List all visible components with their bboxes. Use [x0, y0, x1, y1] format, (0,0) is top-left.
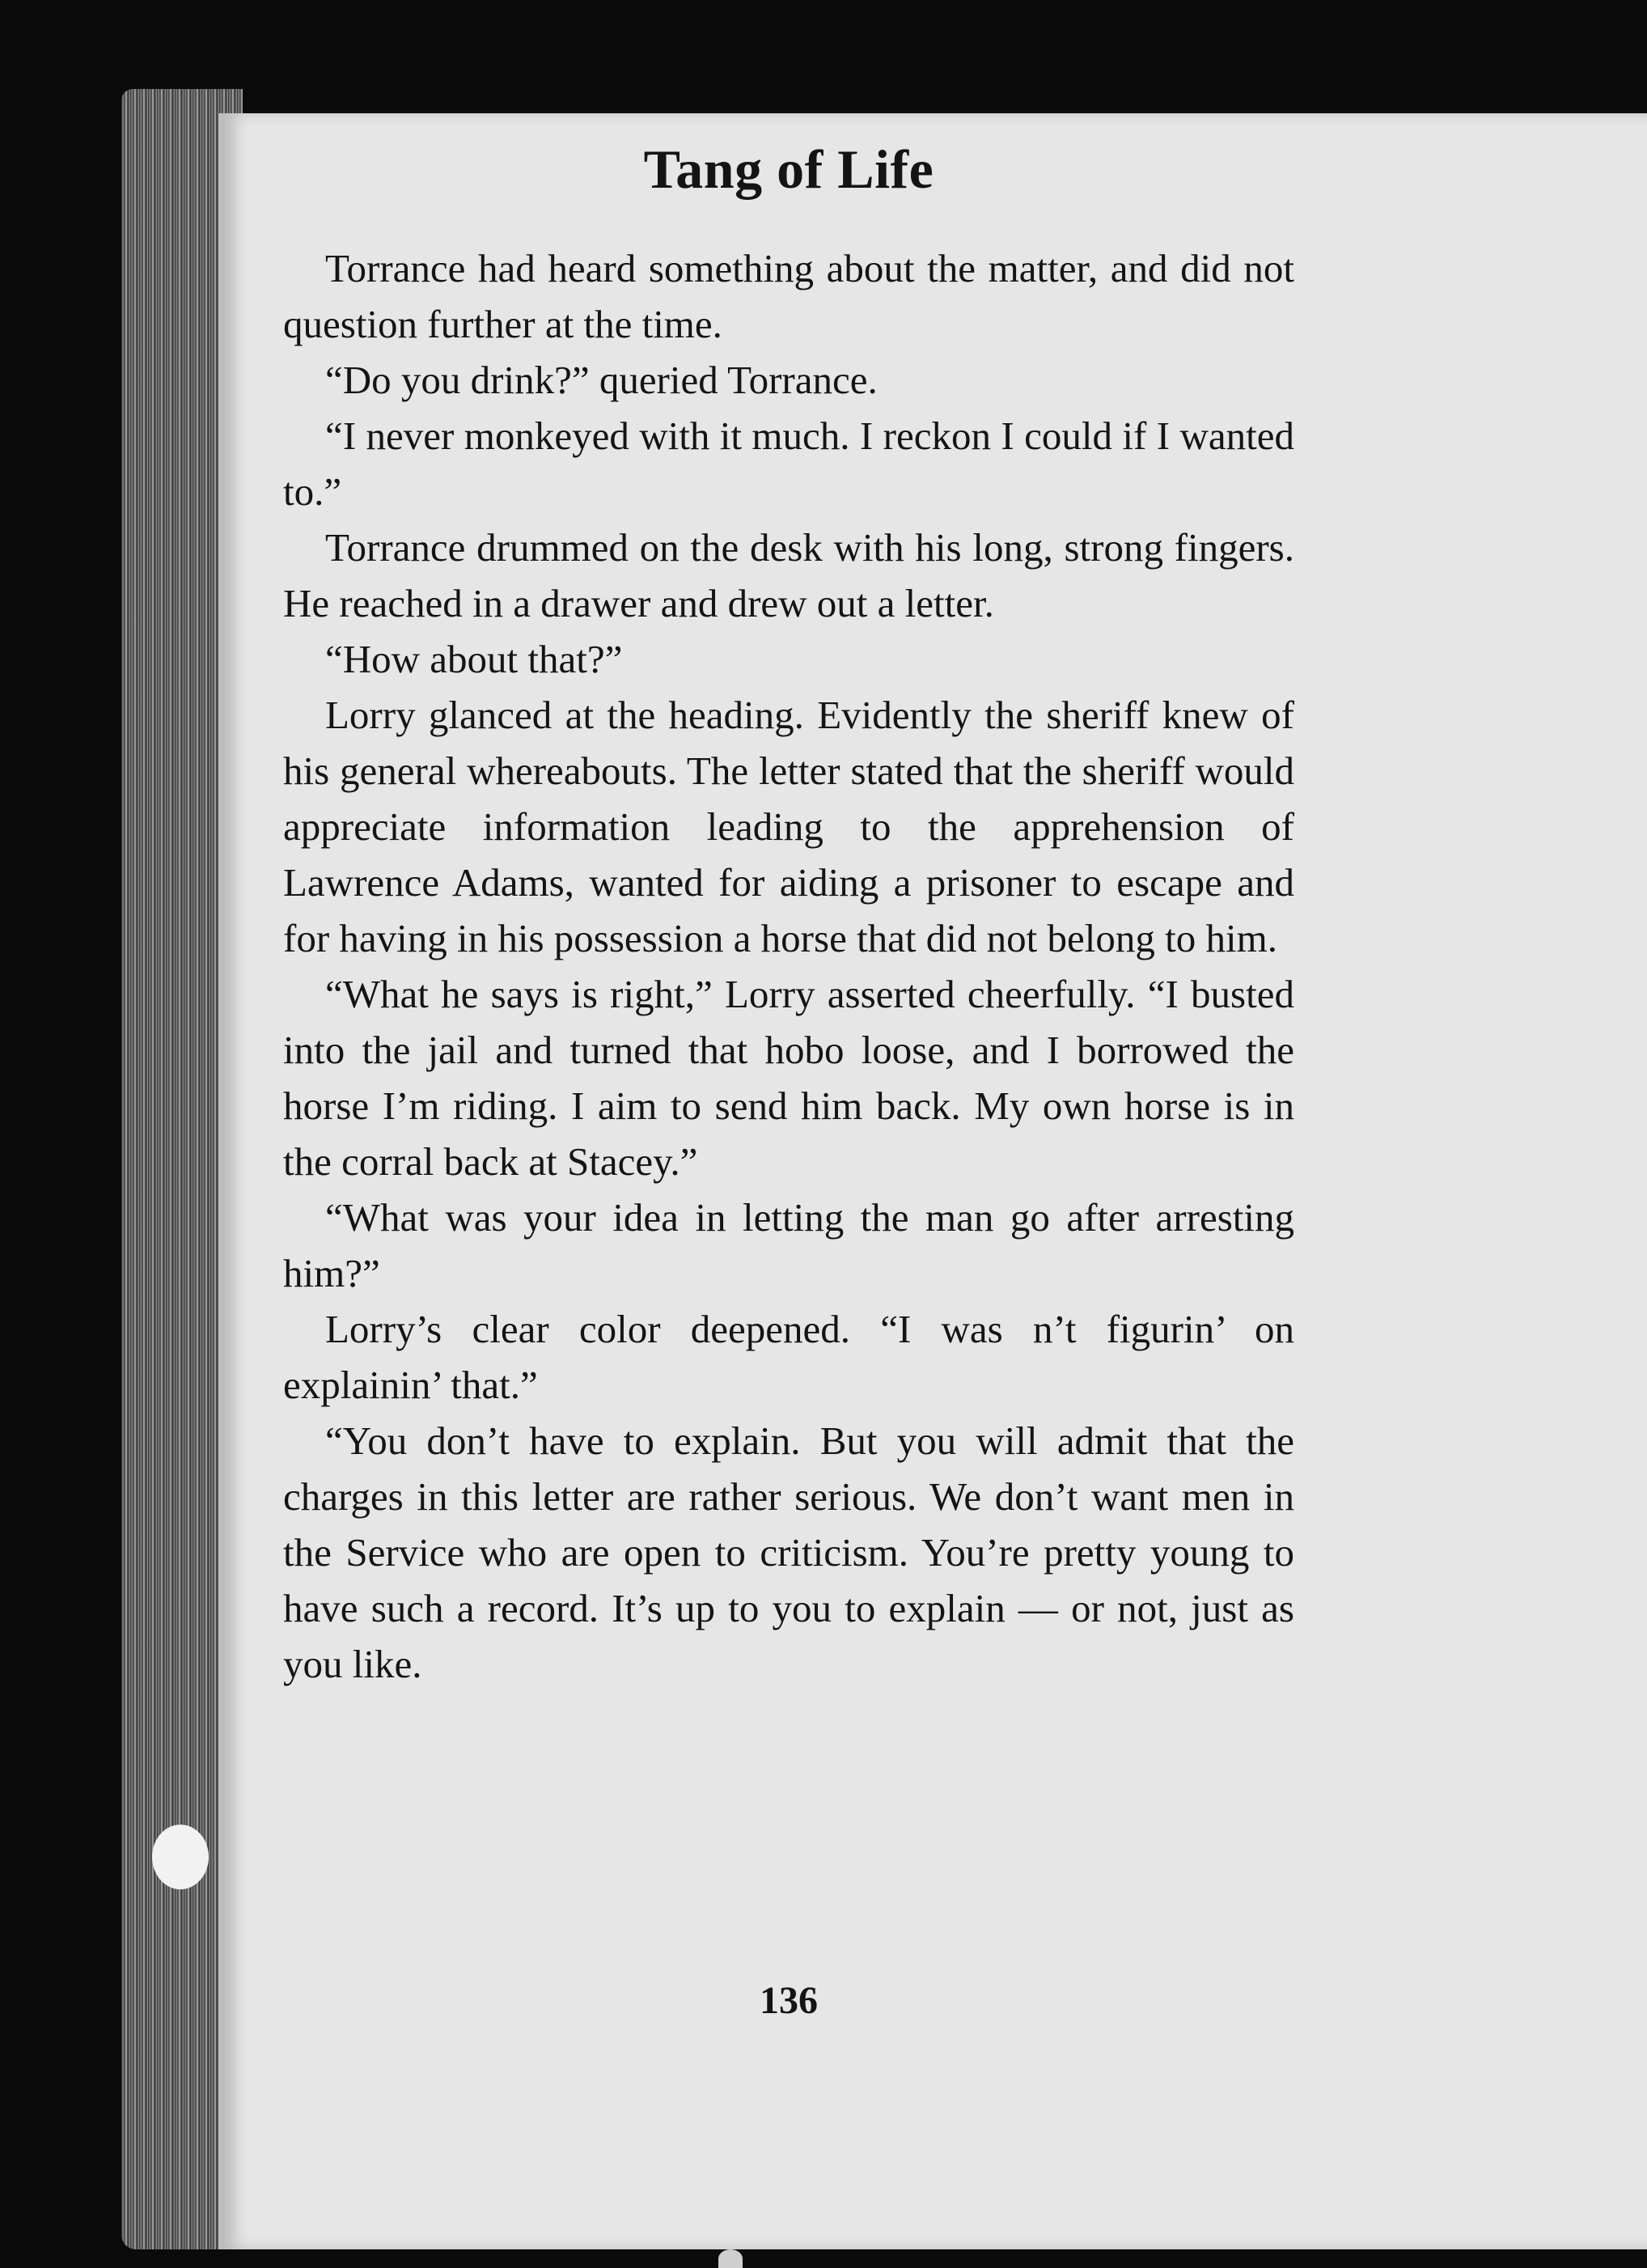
paragraph: “What was your idea in letting the man go after arresting him?” — [283, 1195, 1294, 1295]
paragraph: “You don’t have to explain. But you will admit that the charges in this letter are rather serious. We don’t want men in the Service who are open to criticism. You’re pretty young to have such a record. It’s up to you to explain — or not, just as you like. — [283, 1418, 1294, 1686]
page-text — [283, 138, 1294, 2022]
paragraph: Lorry’s clear color deepened. “I was n’t figurin’ on explainin’ that.” — [283, 1307, 1294, 1407]
binding-mark — [718, 2249, 743, 2268]
paragraph: “I never monkeyed with it much. I reckon I could if I wanted to.” — [283, 413, 1294, 514]
paragraph: “Do you drink?” queried Torrance. — [325, 358, 878, 402]
paragraph: “How about that?” — [325, 637, 623, 681]
paragraph: “What he says is right,” Lorry asserted cheerfully. “I busted into the jail and turned that hobo loose, and I borrowed the horse I’m riding. I aim to send him back. My own horse is in the corral back at Stacey.” — [283, 972, 1294, 1184]
punch-hole — [152, 1825, 209, 1889]
paragraph: Torrance had heard something about the matter, and did not question further at the time. — [283, 246, 1294, 346]
paragraph: Lorry glanced at the heading. Evidently the sheriff knew of his general whereabouts. The letter stated that the sheriff would appreciate information leading to the apprehension of Lawrence Adams, wanted for aiding a prisoner to escape and for having in his possession a horse that did not belong to him. — [283, 693, 1294, 960]
page-number: 136 — [760, 1979, 818, 2022]
running-head: Tang of Life — [643, 138, 934, 200]
paragraph: Torrance drummed on the desk with his long, strong fingers. He reached in a drawer and drew out a letter. — [283, 525, 1294, 625]
